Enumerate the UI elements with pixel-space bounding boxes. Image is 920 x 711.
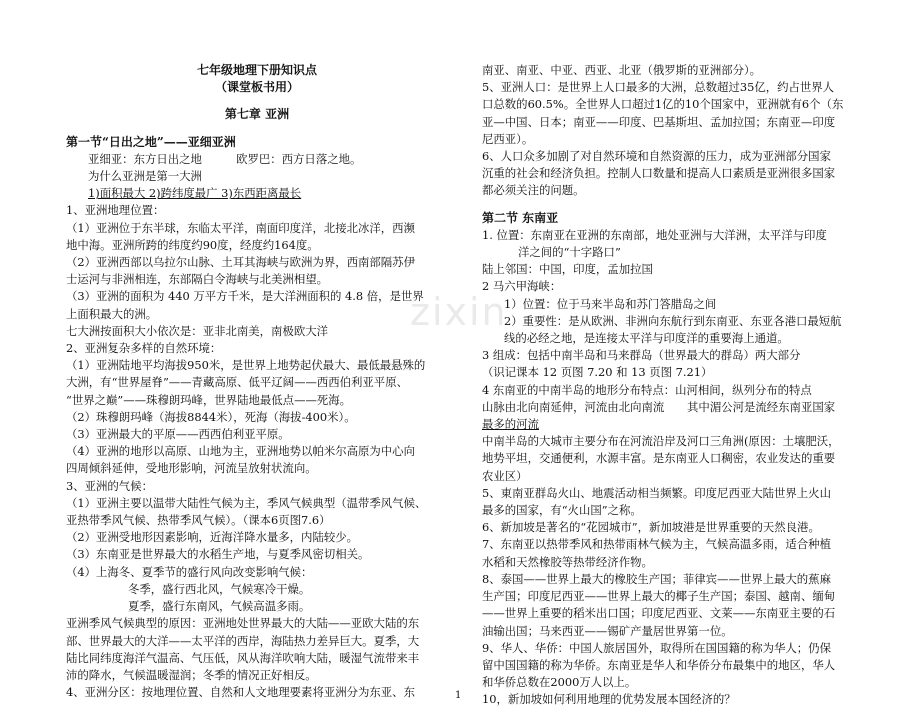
text-line: 10，新加坡如何利用地理的优势发展本国经济的？	[482, 692, 736, 707]
text-line: 5、亚洲人口：是世界上人口最多的大洲，总数超过35亿，约占世界人	[482, 80, 835, 95]
text-line: 七大洲按面积大小依次是：亚非北南美，南极欧大洋	[66, 323, 328, 338]
text-line: （识记课本 12 页图 7.20 和 13 页图 7.21）	[482, 365, 713, 380]
text-line: 都必须关注的问题。	[482, 183, 585, 198]
text-line: 留中国国籍的称为华侨。东南亚是华人和华侨分布最集中的地区，华人	[482, 657, 836, 672]
text-line: （3）亚洲最大的平原——西西伯利亚平原。	[66, 427, 290, 442]
text-line: 亚洲季风气候典型的原因：亚洲地处世界最大的大陆——亚欧大陆的东	[66, 616, 420, 631]
text-line: 油输出国；马来西亚——锡矿产量居世界第一位。	[482, 623, 733, 638]
text-line: 2、亚洲复杂多样的自然环境：	[66, 341, 222, 356]
doc-subtitle: （课堂板书用）	[214, 80, 299, 95]
text-line: 生产国；印度尼西亚——世界上最大的椰子生产国；泰国、越南、缅甸	[482, 589, 836, 604]
text-line: 1）位置：位于马来半岛和苏门答腊岛之间	[504, 296, 717, 311]
text-line: 陆比同纬度海洋气温高、气压低，风从海洋吹响大陆，暖湿气流带来丰	[66, 650, 420, 665]
text-line: 线的必经之地，是连接太平洋与印度洋的重要海上通道。	[504, 331, 789, 346]
text-line: （3）亚洲的面积为 440 万平方千米，是大洋洲面积的 4.8 倍，是世界	[66, 289, 424, 304]
text-line: 沛的降水，气候温暖湿润；冬季的情况正好相反。	[66, 667, 317, 682]
text-line: 1)面积最大 2)跨纬度最广 3)东西距离最长	[88, 186, 302, 201]
text-line: 2 马六甲海峡：	[482, 279, 562, 294]
text-line: （2）珠穆朗玛峰（海拔8844米），死海（海拔-400米）。	[66, 409, 356, 424]
section-heading-1: 第一节“日出之地”——亚细亚洲	[66, 134, 236, 149]
text-line: （4）上海冬、夏季节的盛行风向改变影响气候：	[66, 564, 313, 579]
text-line: 6、人口众多加剧了对自然环境和自然资源的压力，成为亚洲部分国家	[482, 149, 831, 164]
text-line: 洋之间的“十字路口”	[518, 245, 621, 260]
text-line: 最多的河流	[482, 417, 539, 432]
text-line: 亚热带季风气候、热带季风气候）。（课本6页图7.6）	[66, 513, 331, 528]
text-line: （3）东南亚是世界最大的水稻生产地，与夏季风密切相关。	[66, 547, 370, 562]
chapter-heading: 第七章 亚洲	[224, 107, 290, 122]
text-line: 2）重要性：是从欧洲、非洲向东航行到东南亚、东亚各港口最短航	[504, 313, 842, 328]
text-line: 上面积最大的洲。	[66, 306, 158, 321]
text-line: 8、泰国——世界上最大的橡胶生产国；菲律宾——世界上最大的蕉麻	[482, 571, 831, 586]
text-line: （2）亚洲西部以乌拉尔山脉、土耳其海峡与欧洲为界，西南部隔苏伊	[66, 255, 415, 270]
text-line: 四周倾斜延伸，受地形影响，河流呈放射状流向。	[66, 461, 317, 476]
text-line: 亚—中国、日本；南亚——印度、巴基斯坦、孟加拉国；东南亚—印度	[482, 114, 836, 129]
left-column	[66, 62, 448, 701]
right-column	[482, 62, 862, 709]
text-line: 部、世界最大的大洋——太平洋的西岸，海陆热力差异巨大。夏季，大	[66, 633, 420, 648]
text-line: 1. 位置：东南亚在亚洲的东南部，地处亚洲与大洋洲，太平洋与印度	[482, 227, 827, 242]
section-heading-2: 第二节 东南亚	[482, 210, 559, 225]
text-line: 3 组成：包括中南半岛和马来群岛（世界最大的群岛）两大部分	[482, 348, 801, 363]
text-line: 地势平坦，交通便利，水源丰富。是东南亚人口稠密，农业发达的重要	[482, 451, 836, 466]
text-line: （1）亚洲陆地平均海拔950米，是世界上地势起伏最大、最低最悬殊的	[66, 358, 426, 373]
text-line: 沉重的社会和经济负担。控制人口数量和提高人口素质是亚洲很多国家	[482, 166, 836, 181]
text-line: 和华侨总数在2000万人以上。	[482, 675, 637, 690]
text-line: 尼西亚）。	[482, 131, 534, 146]
watermark: zixin	[410, 290, 508, 334]
text-line: （1）亚洲主要以温带大陆性气候为主，季风气候典型（温带季风气候、	[66, 495, 427, 510]
text-line: 山脉由北向南延伸，河流由北向南流 其中湄公河是流经东南亚国家	[482, 399, 836, 414]
text-line: ——世界上重要的稻米出口国；印度尼西亚、文莱——东南亚主要的石	[482, 606, 836, 621]
text-line: （4）亚洲的地形以高原、山地为主，亚洲地势以帕米尔高原为中心向	[66, 444, 415, 459]
text-line: 夏季，盛行东南风，气候高温多雨。	[128, 599, 311, 614]
text-line: 1、亚洲地理位置：	[66, 203, 165, 218]
text-line: “世界之巅”——珠穆朗玛峰，世界陆地最低点——死海。	[66, 392, 352, 407]
text-line: 南亚、南亚、中亚、西亚、北亚（俄罗斯的亚洲部分）。	[482, 63, 762, 77]
text-line: （2）亚洲受地形因素影响，近海洋降水量多，内陆较少。	[66, 530, 359, 545]
text-line: 9、华人、华侨：中国人旅居国外，取得所在国国籍的称为华人；仍保	[482, 640, 831, 655]
text-line: （1）亚洲位于东半球，东临太平洋，南面印度洋，北接北冰洋，西濒	[66, 220, 415, 235]
text-line: 陆上邻国：中国，印度，孟加拉国	[482, 262, 653, 277]
doc-title: 七年级地理下册知识点	[196, 63, 317, 77]
text-line: 亚细亚：东方日出之地 欧罗巴：西方日落之地。	[88, 151, 362, 166]
text-line: 大洲，有“世界屋脊”——青藏高原、低平辽阔——西西伯利亚平原、	[66, 375, 408, 390]
text-line: 冬季，盛行西北风，气候寒冷干燥。	[128, 581, 311, 596]
text-line: 4 东南亚的中南半岛的地形分布特点：山河相间，纵列分布的特点	[482, 382, 812, 397]
text-line: 7、东南亚以热带季风和热带雨林气候为主，气候高温多雨，适合种植	[482, 537, 831, 552]
text-line: 3、亚洲的气候：	[66, 478, 153, 493]
text-line: 士运河与非洲相连，东部隔白令海峡与北美洲相望。	[66, 272, 328, 287]
text-line: 水稻和天然橡胶等热带经济作物。	[482, 554, 653, 569]
text-line: 为什么亚洲是第一大洲	[88, 169, 202, 184]
text-line: 5、東南亚群岛火山、地震活动相当频繁。印度尼西亚大陆世界上火山	[482, 485, 831, 500]
text-line: 6、新加坡是著名的“花园城市”，新加坡港是世界重要的天然良港。	[482, 520, 820, 535]
text-line: 最多的国家，有“火山国”之称。	[482, 503, 642, 518]
text-line: 口总数的60.5%。全世界人口超过1亿的10个国家中，亚洲就有6个（东	[482, 97, 844, 112]
page-number: 1	[455, 690, 462, 701]
text-line: 农业区）	[482, 468, 528, 483]
text-line: 4、亚洲分区：按地理位置、自然和人文地理要素将亚洲分为东亚、东	[66, 685, 415, 700]
text-line: 中南半岛的大城市主要分布在河流沿岸及河口三角洲(原因：土壤肥沃，	[482, 434, 840, 449]
text-line: 地中海。亚洲所跨的纬度约90度，经度约164度。	[66, 237, 319, 252]
